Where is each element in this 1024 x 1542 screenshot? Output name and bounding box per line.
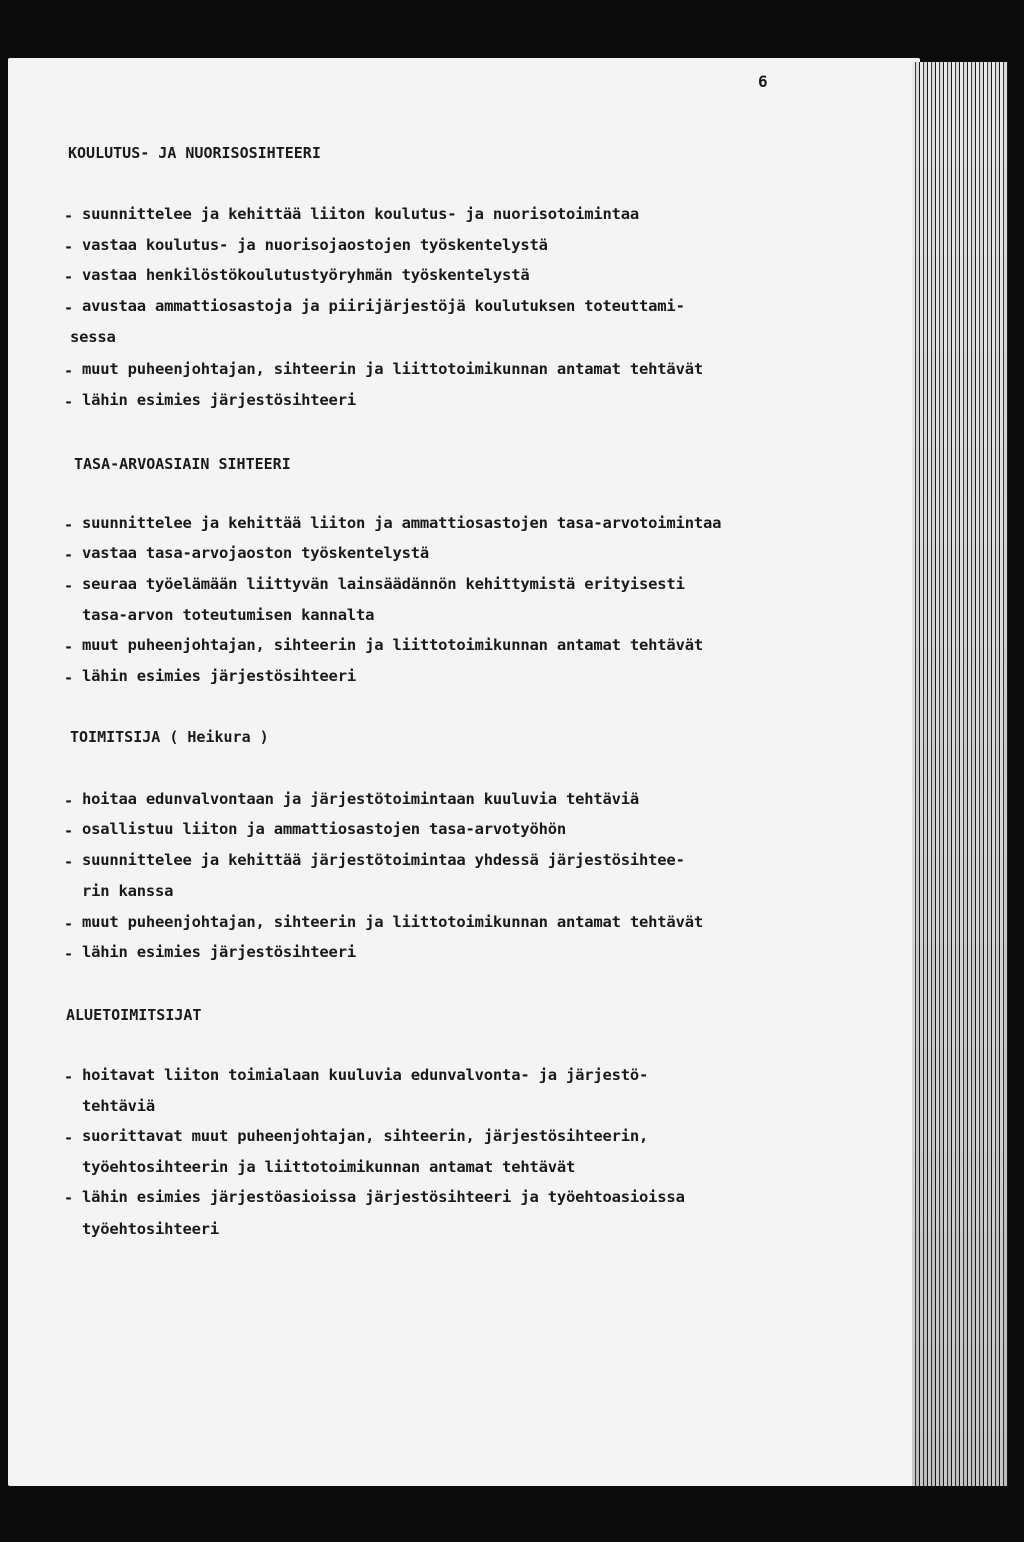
list-item: lähin esimies järjestösihteeri xyxy=(82,391,356,409)
list-item: lähin esimies järjestösihteeri xyxy=(82,667,356,685)
list-item: vastaa tasa-arvojaoston työskentelystä xyxy=(82,544,430,562)
bullet-dash: - xyxy=(64,268,74,286)
bullet-dash: - xyxy=(64,299,74,317)
bullet-dash: - xyxy=(64,638,74,656)
bullet-dash: - xyxy=(64,516,74,534)
list-item: vastaa koulutus- ja nuorisojaostojen työskentelystä xyxy=(82,236,548,254)
list-item: hoitaa edunvalvontaan ja järjestötoimintaan kuuluvia tehtäviä xyxy=(82,790,640,808)
bullet-dash: - xyxy=(64,362,74,380)
list-item-continuation: työehtosihteeri xyxy=(82,1220,219,1238)
list-item: avustaa ammattiosastoja ja piirijärjestöjä koulutuksen toteuttami- xyxy=(82,297,685,315)
list-item: muut puheenjohtajan, sihteerin ja liittotoimikunnan antamat tehtävät xyxy=(82,913,703,931)
bullet-dash: - xyxy=(64,1129,74,1147)
section-heading: TASA-ARVOASIAIN SIHTEERI xyxy=(74,455,291,473)
bullet-dash: - xyxy=(64,822,74,840)
bullet-dash: - xyxy=(64,853,74,871)
list-item: suunnittelee ja kehittää järjestötoimintaa yhdessä järjestösihtee- xyxy=(82,851,685,869)
bullet-dash: - xyxy=(64,207,74,225)
section-heading: KOULUTUS- JA NUORISOSIHTEERI xyxy=(68,144,321,162)
page-stack-edges xyxy=(912,62,1008,1486)
page-number: 6 xyxy=(758,72,768,91)
list-item-continuation: sessa xyxy=(70,328,116,346)
list-item: hoitavat liiton toimialaan kuuluvia edunvalvonta- ja järjestö- xyxy=(82,1066,649,1084)
list-item: suorittavat muut puheenjohtajan, sihteerin, järjestösihteerin, xyxy=(82,1127,649,1145)
list-item: vastaa henkilöstökoulutustyöryhmän työskentelystä xyxy=(82,266,530,284)
bullet-dash: - xyxy=(64,669,74,687)
list-item-continuation: tehtäviä xyxy=(82,1097,156,1115)
list-item: osallistuu liiton ja ammattiosastojen tasa-arvotyöhön xyxy=(82,820,566,838)
section-heading: TOIMITSIJA ( Heikura ) xyxy=(70,728,269,746)
bullet-dash: - xyxy=(64,945,74,963)
list-item: lähin esimies järjestösihteeri xyxy=(82,943,356,961)
section-heading: ALUETOIMITSIJAT xyxy=(66,1006,202,1024)
bullet-dash: - xyxy=(64,1068,74,1086)
list-item: muut puheenjohtajan, sihteerin ja liittotoimikunnan antamat tehtävät xyxy=(82,360,703,378)
bullet-dash: - xyxy=(64,577,74,595)
bullet-dash: - xyxy=(64,792,74,810)
list-item: seuraa työelämään liittyvän lainsäädännön kehittymistä erityisesti xyxy=(82,575,685,593)
bullet-dash: - xyxy=(64,238,74,256)
list-item: suunnittelee ja kehittää liiton ja ammattiosastojen tasa-arvotoimintaa xyxy=(82,514,722,532)
bullet-dash: - xyxy=(64,915,74,933)
list-item: lähin esimies järjestöasioissa järjestösihteeri ja työehtoasioissa xyxy=(82,1188,685,1206)
list-item-continuation: työehtosihteerin ja liittotoimikunnan antamat tehtävät xyxy=(82,1158,576,1176)
list-item-continuation: rin kanssa xyxy=(82,882,174,900)
list-item-continuation: tasa-arvon toteutumisen kannalta xyxy=(82,606,375,624)
bullet-dash: - xyxy=(64,1189,74,1207)
bullet-dash: - xyxy=(64,393,74,411)
list-item: muut puheenjohtajan, sihteerin ja liittotoimikunnan antamat tehtävät xyxy=(82,636,703,654)
bullet-dash: - xyxy=(64,546,74,564)
list-item: suunnittelee ja kehittää liiton koulutus- ja nuorisotoimintaa xyxy=(82,205,640,223)
